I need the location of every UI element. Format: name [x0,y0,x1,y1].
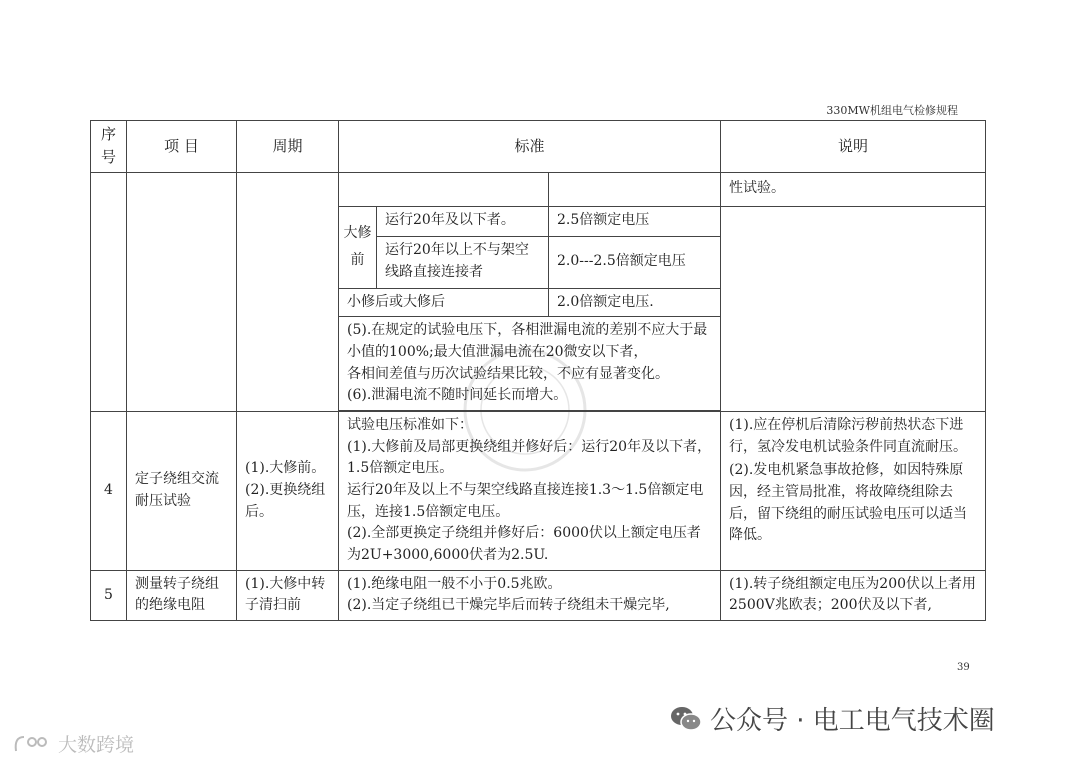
header-period: 周期 [237,121,339,173]
wechat-icon [670,705,702,733]
header-no: 序号 [91,121,127,173]
header-row [91,121,986,173]
row4-note [721,411,986,570]
row4-period [237,411,339,570]
row4-standard [339,411,721,570]
header-standard: 标准 [339,121,721,173]
sub-val: 2.5倍额定电压 [549,206,721,236]
row5-no: 5 [91,570,127,620]
cont-item5: (5).在规定的试验电压下，各相泄漏电流的差别不应大于最小值的100%;最大值泄漏电流在20微安以下者， [347,322,708,360]
cont-blank-cell [339,172,549,206]
cont-note-top: 性试验。 [721,172,986,206]
cont-item6: (6).泄漏电流不随时间延长而增大。 [347,387,568,404]
page-number: 39 [957,662,970,673]
cont-no-cell [91,172,127,411]
row4-period-2: (2).更换绕组后。 [245,482,326,520]
spec-table [90,120,986,621]
row4-std-intro: 试验电压标准如下： [347,416,473,433]
sub-cond: 运行20年以上不与架空线路直接连接者 [377,236,549,288]
row5-note: (1).转子绕组额定电压为200伏以上者用2500V兆欧表；200伏及以下者, [721,570,986,620]
row5-standard [339,570,721,620]
table-row [91,172,986,206]
cont-note-blank [721,206,986,411]
row5-std-1: (1).绝缘电阻一般不小于0.5兆欧。 [347,575,562,592]
row4-std-1b: 运行20年及以上不与架空线路直接连接1.3～1.5倍额定电压，连接1.5倍额定电压。 [347,482,704,520]
cont-item-cell [127,172,237,411]
corner-watermark [12,730,134,757]
row4-std-1: (1).大修前及局部更换绕组并修好后：运行20年及以下者，1.5倍额定电压。 [347,438,712,477]
row4-std-2: (2).全部更换定子绕组并修好后：6000伏以上额定电压者为2U+3000,6000伏者为2.5U. [347,525,701,564]
sub-cond: 运行20年及以下者。 [377,206,549,236]
row5-std-2: (2).当定子绕组已干燥完毕后而转子绕组未干燥完毕, [347,597,670,614]
row4-note-2: (2).发电机紧急事故抢修，如因特殊原因，经主管局批准，将故障绕组除去后，留下绕组的耐压试验电压可以适当降低。 [729,462,968,544]
row4-period-1: (1).大修前。 [245,460,326,477]
row4-item: 定子绕组交流耐压试验 [127,411,237,570]
sub-val: 2.0---2.5倍额定电压 [549,236,721,288]
cont-period-cell [237,172,339,411]
corner-text: 大数跨境 [58,734,135,756]
row4-no: 4 [91,411,127,570]
minor-val: 2.0倍额定电压. [549,288,721,317]
row5-item: 测量转子绕组的绝缘电阻 [127,570,237,620]
row5-period: (1).大修中转子清扫前 [237,570,339,620]
document-header: 330MW机组电气检修规程 [826,104,958,117]
footer-text: 公众号 · 电工电气技术圈 [710,706,995,736]
minor-cond: 小修后或大修后 [339,288,549,317]
table-row [91,411,986,570]
row4-note-1: (1).应在停机后清除污秽前热状态下进行，氢冷发电机试验条件同直流耐压。 [729,416,968,455]
cont-item5b: 各相间差值与历次试验结果比较，不应有显著变化。 [347,365,669,382]
major-repair-label: 大修前 [339,206,377,288]
brand-logo-icon [12,733,54,755]
header-note: 说明 [721,121,986,173]
footer-account[interactable] [670,700,995,737]
cont-notes-cell [339,317,721,411]
header-item: 项 目 [127,121,237,173]
table-row [91,570,986,620]
cont-blank-cell [549,172,721,206]
